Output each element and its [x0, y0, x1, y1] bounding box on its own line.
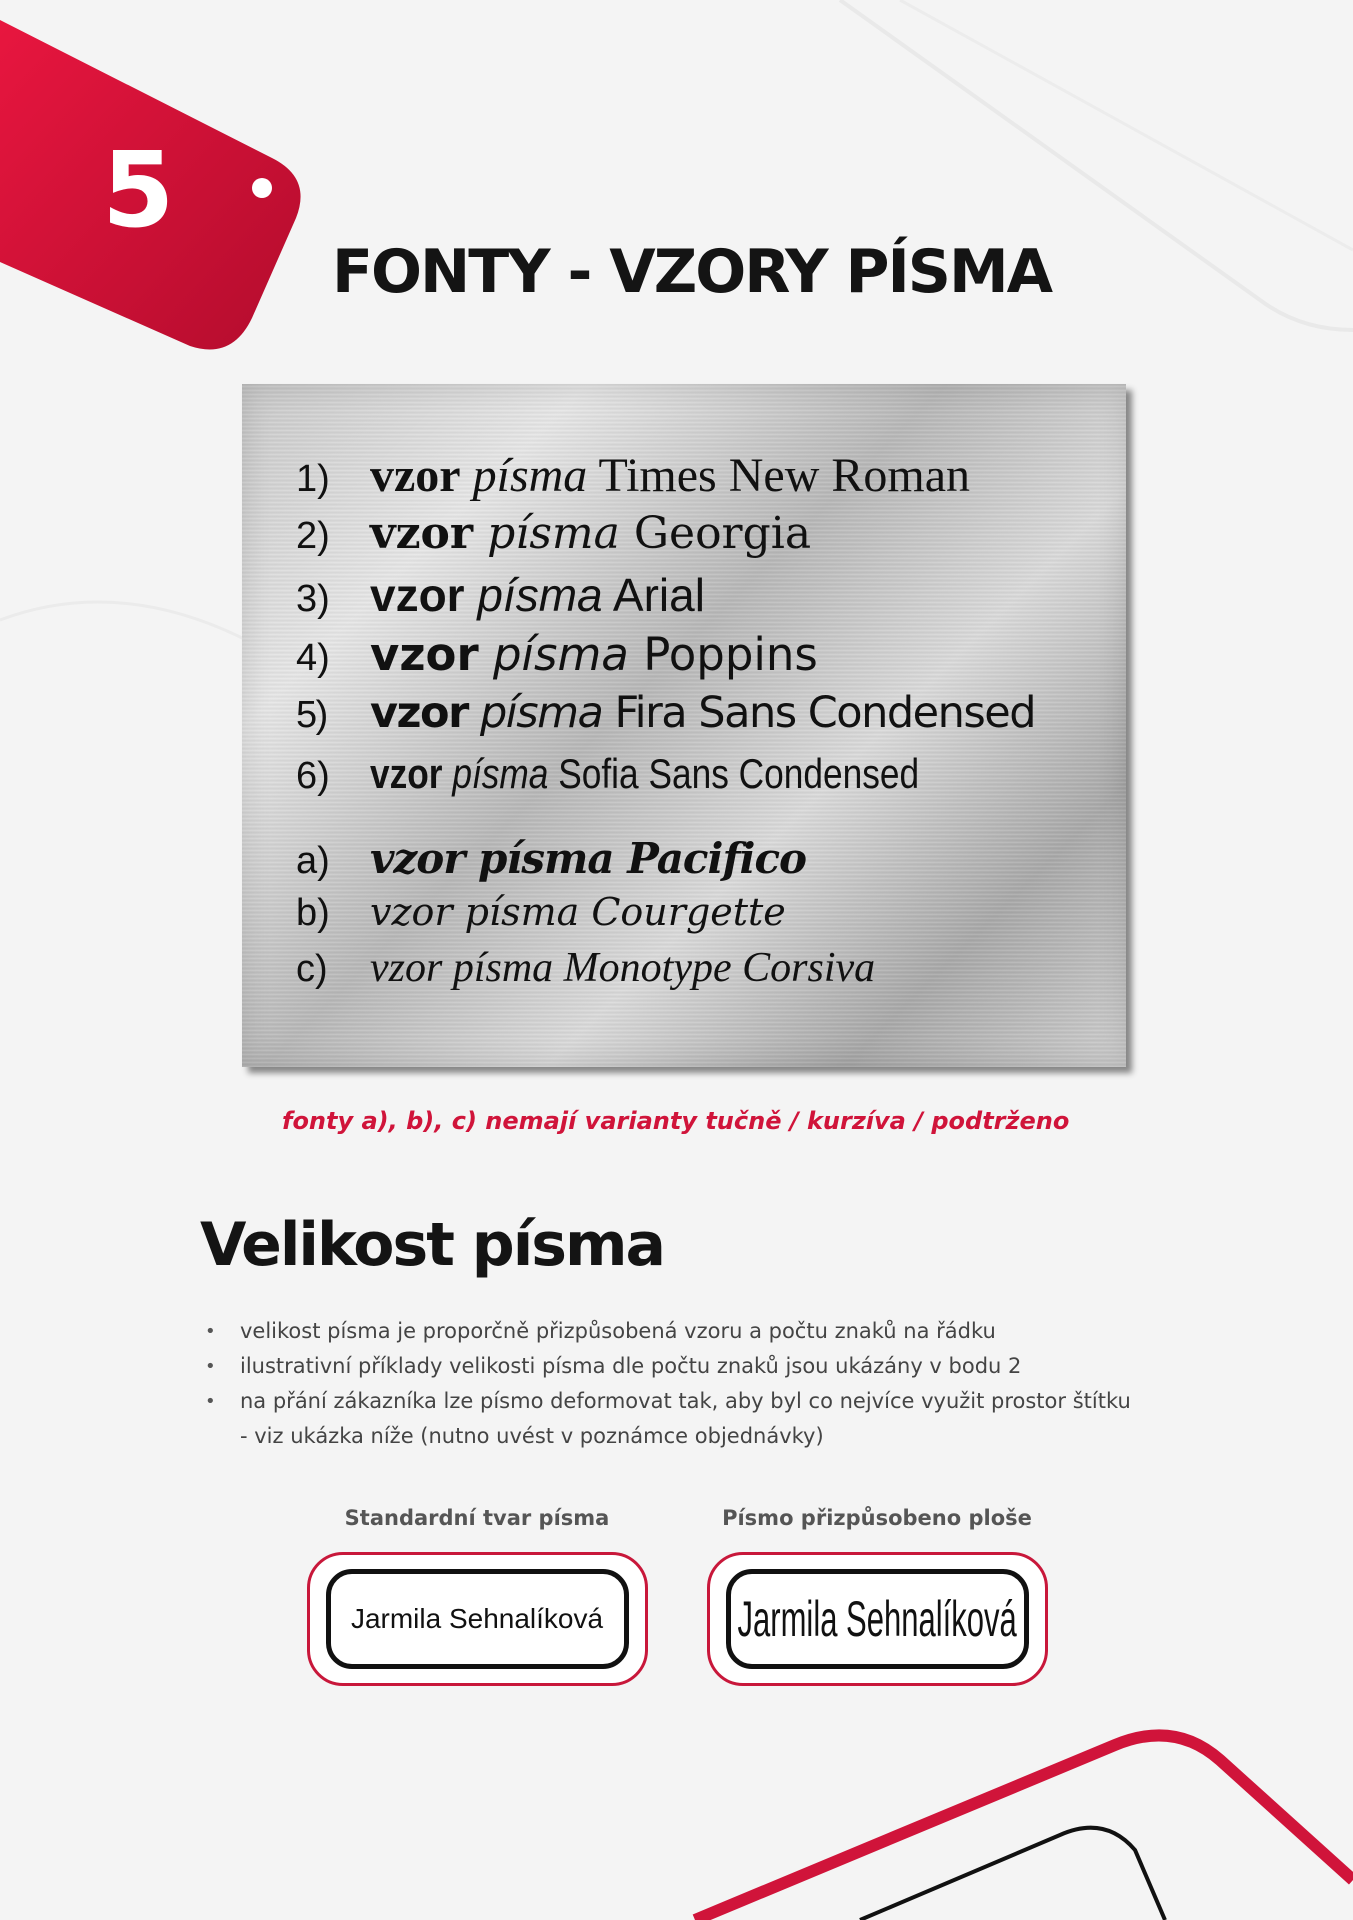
- script-sample-text: vzor písma Monotype Corsiva: [370, 945, 876, 991]
- script-sample-text: vzor písma Pacifico: [370, 834, 807, 883]
- example-fitted: [702, 1506, 1052, 1686]
- sample-bold: vzor: [370, 449, 461, 502]
- sample-font-name: Poppins: [643, 628, 818, 681]
- bullet-continuation: - viz ukázka níže (nutno uvést v poznámce objednávky): [240, 1424, 824, 1448]
- stamp-text: Jarmila Sehnalíková: [350, 1603, 604, 1634]
- bullet-item: • ilustrativní příklady velikosti písma dle počtu znaků jsou ukázány v bodu 2: [205, 1349, 1195, 1384]
- stamp-inner-border: [326, 1569, 629, 1669]
- font-sample-list: [296, 448, 1116, 998]
- sample-number: 5): [296, 694, 327, 736]
- sample-number: 2): [296, 515, 330, 557]
- sample-font-name: Arial: [612, 569, 705, 621]
- tag-hole-icon: [252, 178, 272, 198]
- stamp-outer-border: [707, 1552, 1048, 1686]
- sample-bold: vzor: [370, 750, 443, 797]
- font-sample-row: [296, 628, 1116, 688]
- script-sample-row: [296, 944, 1116, 998]
- sample-italic: písma: [487, 508, 620, 559]
- sample-font-name: Georgia: [633, 508, 812, 559]
- font-sample-row: [296, 568, 1116, 628]
- size-section-heading: Velikost písma: [200, 1210, 665, 1280]
- script-sample-row: [296, 890, 1116, 944]
- sample-bold: vzor: [370, 508, 474, 559]
- page-title: FONTY - VZORY PÍSMA: [332, 237, 1052, 307]
- example-caption: Standardní tvar písma: [344, 1506, 610, 1530]
- sample-italic: písma: [479, 688, 603, 738]
- plate-note: fonty a), b), c) nemají varianty tučně / kurzíva / podtrženo: [282, 1107, 1070, 1135]
- bullet-item: [205, 1384, 1195, 1454]
- sample-font-name: Times New Roman: [598, 449, 971, 502]
- font-sample-row: [296, 750, 1116, 834]
- example-standard: [302, 1506, 652, 1686]
- sample-font-name: Fira Sans Condensed: [614, 688, 1036, 738]
- sample-italic: písma: [477, 569, 603, 621]
- font-sample-plate: [242, 384, 1126, 1067]
- stamp-outer-border: [307, 1552, 648, 1686]
- bullet-text: na přání zákazníka lze písmo deformovat tak, aby byl co nejvíce využit prostor štítku: [240, 1389, 1131, 1413]
- sample-number: 6): [296, 755, 330, 797]
- sample-number: 3): [296, 578, 330, 620]
- sample-italic: písma: [472, 449, 588, 502]
- script-sample-row: [296, 834, 1116, 890]
- corner-red-line: [695, 1735, 1353, 1920]
- script-sample-text: vzor písma Courgette: [370, 890, 786, 934]
- section-number: 5: [102, 129, 175, 251]
- sample-number: 4): [296, 637, 330, 679]
- sample-font-name: Sofia Sans Condensed: [558, 750, 920, 797]
- font-sample-row: [296, 688, 1116, 750]
- sample-letter: a): [296, 840, 330, 882]
- sample-italic: písma: [492, 628, 629, 681]
- sample-letter: c): [296, 948, 328, 990]
- sample-bold: vzor: [370, 569, 465, 621]
- sample-letter: b): [296, 892, 330, 934]
- corner-black-line: [860, 1828, 1165, 1920]
- font-sample-row: [296, 508, 1116, 568]
- bullet-item: • velikost písma je proporčně přizpůsobená vzoru a počtu znaků na řádku: [205, 1314, 1195, 1349]
- bg-decor-line: [900, 0, 1353, 250]
- sample-bold: vzor: [370, 688, 468, 738]
- sample-italic: písma: [452, 750, 549, 797]
- size-bullet-list: [205, 1314, 1195, 1454]
- stamp-inner-border: [726, 1569, 1029, 1669]
- sample-bold: vzor: [370, 628, 479, 681]
- font-sample-row: [296, 448, 1116, 508]
- sample-number: 1): [296, 458, 330, 500]
- stamp-text: Jarmila Sehnalíková: [737, 1591, 1017, 1647]
- example-caption: Písmo přizpůsobeno ploše: [722, 1506, 1032, 1530]
